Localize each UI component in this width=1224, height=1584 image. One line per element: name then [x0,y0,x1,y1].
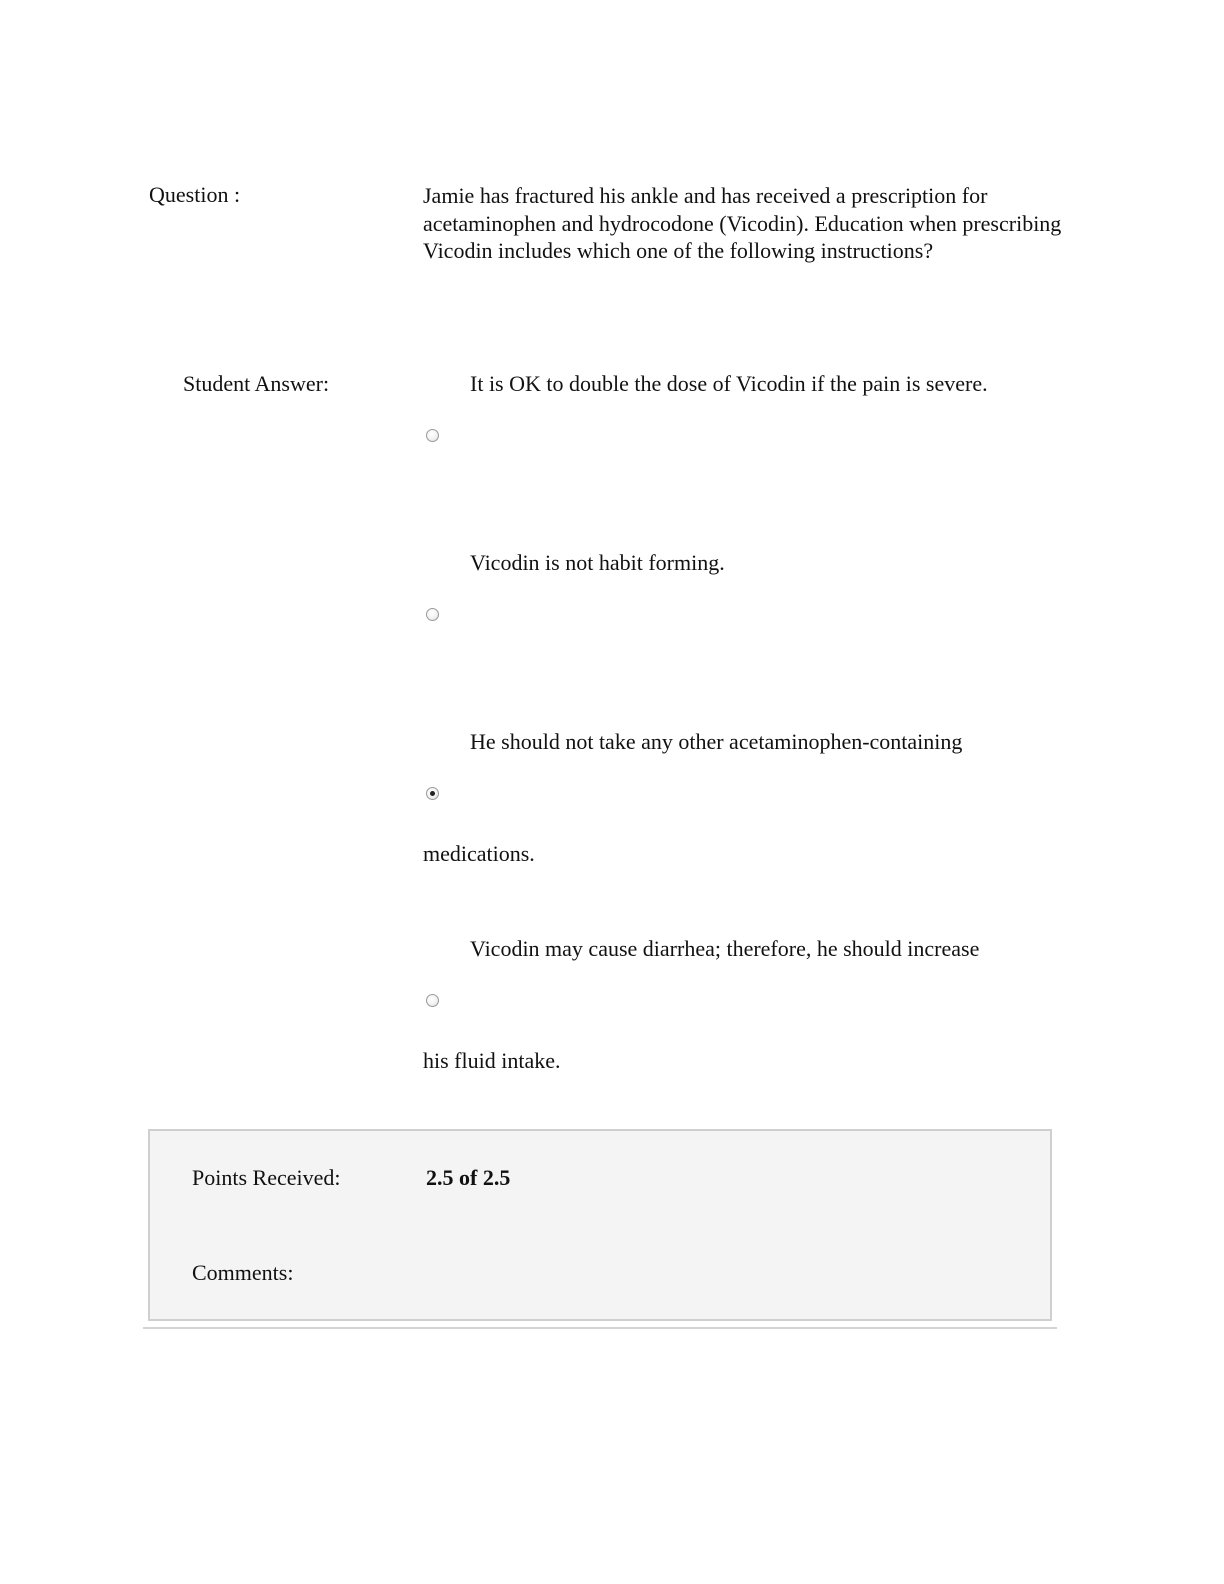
choice-2-radio-icon[interactable] [426,608,439,621]
choice-3-text-continued: medications. [423,841,535,866]
question-label: Question : [149,182,241,207]
points-received-label: Points Received: [192,1165,341,1190]
choice-2-text: Vicodin is not habit forming. [470,550,725,575]
student-answer-label: Student Answer: [183,371,330,396]
points-box [148,1129,1052,1321]
question-text: Jamie has fractured his ankle and has received a prescription for acetaminophen and hydrocodone (Vicodin). Education when prescribing Vicodin includes which one of the following instructions? [423,183,1062,263]
points-received-value: 2.5 of 2.5 [426,1165,511,1190]
choice-1-text: It is OK to double the dose of Vicodin if the pain is severe. [470,371,988,396]
choice-3-radio-selected-icon[interactable] [426,787,439,800]
choice-3-text: He should not take any other acetaminophen-containing [470,729,963,754]
choice-4-text: Vicodin may cause diarrhea; therefore, he should increase [470,936,980,961]
choice-1-radio-icon[interactable] [426,429,439,442]
comments-label: Comments: [192,1260,294,1285]
bottom-divider [143,1327,1057,1329]
choice-4-text-continued: his fluid intake. [423,1048,561,1073]
choice-4-radio-icon[interactable] [426,994,439,1007]
